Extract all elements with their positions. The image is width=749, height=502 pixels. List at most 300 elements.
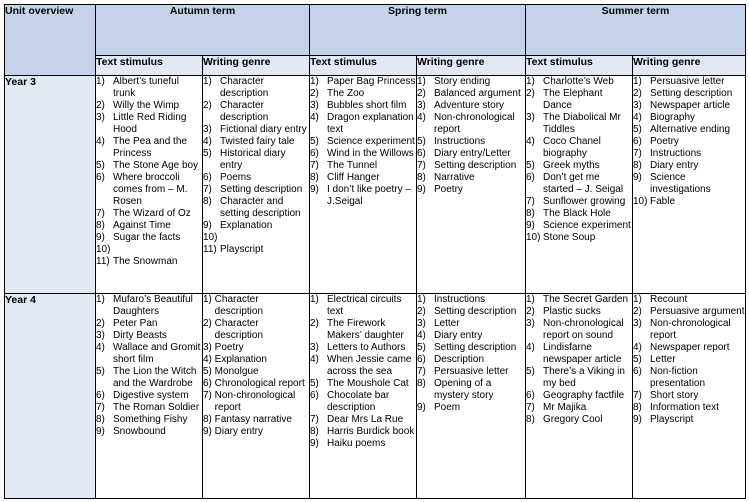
list-item (203, 232, 309, 244)
item-number: 6) (417, 148, 426, 159)
list-item (526, 402, 632, 414)
item-number: 6) (203, 378, 215, 389)
entry-list (96, 294, 202, 438)
spring-writing-genre-heading: Writing genre (417, 56, 526, 76)
list-item (633, 160, 745, 172)
list-item (526, 414, 632, 426)
item-number: 7) (203, 390, 215, 401)
unit-overview-heading: Unit overview (5, 5, 96, 76)
unit-overview-table (4, 4, 746, 499)
list-item (203, 426, 309, 438)
item-number: 7) (417, 366, 426, 377)
year-3-row (5, 76, 746, 294)
item-text: The Pea and the Princess (113, 136, 187, 159)
list-item (203, 220, 309, 232)
item-text: Setting description (650, 88, 733, 99)
summer-term-heading: Summer term (526, 5, 746, 56)
list-item (96, 244, 202, 256)
item-number: 3) (310, 100, 319, 111)
list-item (417, 366, 525, 378)
list-item (310, 88, 416, 100)
item-number: 8) (417, 172, 426, 183)
list-item (203, 378, 309, 390)
item-number: 10) (96, 244, 111, 255)
item-text: Chocolate bar description (327, 390, 390, 413)
list-item (417, 88, 525, 100)
item-number: 8) (417, 378, 426, 389)
year-3-autumn-text-stimulus (96, 76, 203, 294)
item-text: Poetry (650, 136, 679, 147)
item-text: Twisted fairy tale (220, 136, 295, 147)
list-item (310, 342, 416, 354)
item-text: Biography (650, 112, 696, 123)
item-number: 4) (310, 112, 319, 123)
list-item (203, 342, 309, 354)
item-text: The Zoo (327, 88, 365, 99)
item-number: 5) (417, 342, 426, 353)
item-text: Poetry (214, 342, 244, 353)
item-number: 6) (96, 172, 105, 183)
item-text: Balanced argument (434, 88, 521, 99)
list-item (526, 112, 632, 136)
item-number: 2) (203, 318, 215, 329)
list-item (203, 136, 309, 148)
item-text: Fantasy narrative (214, 414, 292, 425)
item-text: Chronological report (214, 378, 305, 389)
item-number: 7) (310, 160, 319, 171)
item-text: Dragon explanation text (327, 112, 414, 135)
item-text: Character and setting description (220, 196, 301, 219)
item-number: 9) (96, 426, 105, 437)
list-item (203, 124, 309, 136)
year-3-spring-text-stimulus (310, 76, 417, 294)
entry-list (203, 76, 309, 256)
item-text: Electrical circuits text (327, 294, 402, 317)
list-item (633, 366, 745, 390)
list-item (310, 184, 416, 208)
list-item (203, 148, 309, 172)
list-item (417, 294, 525, 306)
list-item (310, 438, 416, 450)
year-4-spring-text-stimulus (310, 294, 417, 499)
item-number: 8) (203, 414, 215, 425)
item-text: Willy the Wimp (113, 100, 180, 111)
item-text: Non-fiction presentation (650, 366, 706, 389)
item-text: Greek myths (543, 160, 600, 171)
year-4-autumn-writing-genre (203, 294, 310, 499)
entry-list (526, 76, 632, 244)
item-number: 1) (310, 294, 319, 305)
item-number: 9) (526, 220, 535, 231)
list-item (203, 244, 309, 256)
list-item (633, 148, 745, 160)
item-text: Paper Bag Princess (327, 76, 416, 87)
list-item (526, 318, 632, 342)
item-number: 11) (96, 256, 110, 267)
item-number: 1) (203, 76, 212, 87)
item-number: 7) (526, 402, 535, 413)
item-number: 2) (417, 88, 426, 99)
list-item (96, 232, 202, 244)
list-item (417, 378, 525, 402)
autumn-writing-genre-heading: Writing genre (203, 56, 310, 76)
item-number: 1) (417, 76, 426, 87)
list-item (203, 366, 309, 378)
item-text: Wallace and Gromit short film (113, 342, 201, 365)
list-item (96, 160, 202, 172)
item-number: 8) (310, 172, 319, 183)
item-number: 3) (96, 112, 105, 123)
item-text: Don’t get me started – J. Seigal (543, 172, 624, 195)
item-text: Letter (650, 354, 676, 365)
list-item (526, 220, 632, 232)
item-text: The Black Hole (543, 208, 611, 219)
list-item (417, 354, 525, 366)
item-text: Little Red Riding Hood (113, 112, 187, 135)
item-number: 8) (526, 414, 535, 425)
item-number: 5) (633, 354, 642, 365)
item-text: Geography factfile (543, 390, 625, 401)
item-number: 1) (96, 76, 105, 87)
item-number: 4) (526, 342, 535, 353)
list-item (96, 136, 202, 160)
item-text: Persuasive letter (650, 76, 725, 87)
list-item (526, 306, 632, 318)
item-text: Non-chronological report (434, 112, 515, 135)
year-4-autumn-text-stimulus (96, 294, 203, 499)
list-item (96, 256, 202, 268)
subheader-row (5, 56, 746, 76)
item-number: 7) (203, 184, 212, 195)
item-text: Cliff Hanger (327, 172, 380, 183)
item-text: Description (434, 354, 485, 365)
list-item (633, 196, 745, 208)
list-item (417, 402, 525, 414)
item-text: Mufaro’s Beautiful Daughters (113, 294, 193, 317)
entry-list (633, 76, 745, 208)
item-number: 4) (633, 112, 642, 123)
item-number: 7) (96, 208, 105, 219)
item-number: 2) (310, 88, 319, 99)
item-number: 4) (203, 136, 212, 147)
item-text: Non-chronological report on sound (543, 318, 624, 341)
year-4-row (5, 294, 746, 499)
list-item (96, 330, 202, 342)
list-item (310, 160, 416, 172)
year-4-summer-text-stimulus (526, 294, 633, 499)
item-number: 3) (417, 100, 426, 111)
item-number: 7) (526, 196, 535, 207)
item-text: The Moushole Cat (327, 378, 409, 389)
list-item (633, 136, 745, 148)
item-text: Instructions (650, 148, 702, 159)
item-text: Poetry (434, 184, 463, 195)
list-item (96, 390, 202, 402)
list-item (526, 160, 632, 172)
item-number: 4) (310, 354, 319, 365)
item-number: 1) (417, 294, 426, 305)
item-text: Poems (220, 172, 252, 183)
item-text: The Roman Soldier (113, 402, 200, 413)
list-item (417, 136, 525, 148)
spring-text-stimulus-heading: Text stimulus (310, 56, 417, 76)
item-number: 11) (203, 244, 217, 255)
item-number: 1) (526, 76, 535, 87)
item-number: 4) (526, 136, 535, 147)
item-number: 2) (96, 100, 105, 111)
autumn-term-heading: Autumn term (96, 5, 310, 56)
list-item (203, 354, 309, 366)
list-item (633, 306, 745, 318)
list-item (203, 414, 309, 426)
list-item (310, 76, 416, 88)
item-number: 3) (633, 318, 642, 329)
item-number: 7) (310, 414, 319, 425)
list-item (633, 318, 745, 342)
item-text: Lindisfarne newspaper article (543, 342, 622, 365)
item-text: The Stone Age boy (113, 160, 199, 171)
item-number: 5) (96, 366, 105, 377)
item-text: Snowbound (113, 426, 166, 437)
item-text: Persuasive argument (650, 306, 745, 317)
list-item (633, 172, 745, 196)
item-text: Peter Pan (113, 318, 158, 329)
year-3-spring-writing-genre (417, 76, 526, 294)
list-item (310, 100, 416, 112)
item-text: The Diabolical Mr Tiddles (543, 112, 621, 135)
item-number: 6) (96, 390, 105, 401)
list-item (203, 318, 309, 342)
entry-list (417, 76, 525, 196)
list-item (633, 414, 745, 426)
item-text: Monolgue (214, 366, 259, 377)
list-item (417, 172, 525, 184)
item-number: 3) (417, 318, 426, 329)
list-item (96, 426, 202, 438)
item-number: 7) (417, 160, 426, 171)
list-item (417, 100, 525, 112)
item-number: 10) (633, 196, 648, 207)
item-text: Character description (220, 100, 269, 123)
list-item (526, 366, 632, 390)
list-item (417, 306, 525, 318)
item-number: 8) (203, 196, 212, 207)
item-text: The Tunnel (327, 160, 378, 171)
item-text: The Wizard of Oz (113, 208, 191, 219)
list-item (417, 76, 525, 88)
item-number: 10) (203, 232, 218, 243)
list-item (310, 390, 416, 414)
list-item (310, 148, 416, 160)
item-number: 5) (310, 136, 319, 147)
item-text: Newspaper report (650, 342, 730, 353)
item-number: 9) (310, 438, 319, 449)
list-item (96, 220, 202, 232)
list-item (310, 426, 416, 438)
list-item (310, 172, 416, 184)
item-text: Explanation (220, 220, 273, 231)
item-text: Bubbles short film (327, 100, 407, 111)
item-text: Letters to Authors (327, 342, 406, 353)
item-number: 2) (203, 100, 212, 111)
item-number: 8) (96, 220, 105, 231)
item-number: 5) (310, 378, 319, 389)
item-number: 9) (203, 426, 215, 437)
item-number: 2) (633, 88, 642, 99)
item-number: 3) (633, 100, 642, 111)
list-item (633, 342, 745, 354)
item-text: The Secret Garden (543, 294, 629, 305)
item-number: 10) (526, 232, 541, 243)
item-text: Playscript (650, 414, 694, 425)
item-number: 3) (203, 342, 215, 353)
item-text: Explanation (214, 354, 267, 365)
item-number: 3) (526, 112, 535, 123)
entry-list (203, 294, 309, 438)
list-item (417, 112, 525, 136)
item-text: The Lion the Witch and the Wardrobe (113, 366, 197, 389)
item-number: 1) (633, 76, 642, 87)
item-number: 9) (633, 172, 642, 183)
item-number: 5) (96, 160, 105, 171)
list-item (310, 318, 416, 342)
item-text: Non-chronological report (650, 318, 731, 341)
list-item (526, 294, 632, 306)
item-number: 1) (96, 294, 105, 305)
item-text: Diary entry (214, 426, 264, 437)
list-item (96, 172, 202, 208)
item-text: Playscript (220, 244, 264, 255)
item-number: 5) (526, 366, 535, 377)
item-text: Character description (220, 76, 269, 99)
item-text: Sugar the facts (113, 232, 181, 243)
list-item (310, 136, 416, 148)
item-text: Story ending (434, 76, 491, 87)
list-item (310, 354, 416, 378)
item-number: 5) (203, 366, 215, 377)
list-item (526, 342, 632, 366)
list-item (96, 76, 202, 100)
item-text: Diary entry (434, 330, 483, 341)
list-item (417, 160, 525, 172)
entry-list (310, 76, 416, 208)
item-text: Setting description (220, 184, 303, 195)
term-header-row (5, 5, 746, 56)
item-text: Dear Mrs La Rue (327, 414, 404, 425)
item-text: Wind in the Willows (327, 148, 414, 159)
item-number: 6) (417, 354, 426, 365)
year-3-summer-text-stimulus (526, 76, 633, 294)
list-item (96, 318, 202, 330)
item-text: There’s a Viking in my bed (543, 366, 625, 389)
summer-writing-genre-heading: Writing genre (633, 56, 746, 76)
list-item (203, 390, 309, 414)
item-text: Narrative (434, 172, 475, 183)
item-text: I don’t like poetry – J.Seigal (327, 184, 411, 207)
year-3-autumn-writing-genre (203, 76, 310, 294)
item-number: 6) (633, 136, 642, 147)
item-number: 2) (526, 88, 535, 99)
spring-term-heading: Spring term (310, 5, 526, 56)
item-text: Non-chronological report (214, 390, 296, 413)
list-item (633, 100, 745, 112)
year-4-label: Year 4 (5, 294, 96, 499)
item-number: 2) (417, 306, 426, 317)
item-number: 5) (417, 136, 426, 147)
item-number: 9) (417, 184, 426, 195)
item-number: 3) (96, 330, 105, 341)
item-number: 5) (633, 124, 642, 135)
list-item (203, 172, 309, 184)
item-text: Science investigations (650, 172, 711, 195)
item-text: Newspaper article (650, 100, 731, 111)
item-text: Recount (650, 294, 688, 305)
item-text: Alternative ending (650, 124, 731, 135)
list-item (417, 148, 525, 160)
list-item (203, 184, 309, 196)
item-number: 9) (96, 232, 105, 243)
list-item (417, 342, 525, 354)
list-item (633, 390, 745, 402)
item-text: Short story (650, 390, 699, 401)
item-number: 1) (633, 294, 642, 305)
year-4-spring-writing-genre (417, 294, 526, 499)
item-number: 6) (310, 148, 319, 159)
item-text: Against Time (113, 220, 171, 231)
item-number: 4) (633, 342, 642, 353)
item-text: Harris Burdick book (327, 426, 415, 437)
item-number: 5) (203, 148, 212, 159)
item-text: Persuasive letter (434, 366, 509, 377)
item-text: Character description (214, 318, 264, 341)
item-text: Charlotte’s Web (543, 76, 614, 87)
item-text: Science experiment (327, 136, 415, 147)
item-number: 7) (633, 390, 642, 401)
item-text: Where broccoli comes from – M. Rosen (113, 172, 188, 207)
item-text: Diary entry (650, 160, 699, 171)
item-text: Sunflower growing (543, 196, 626, 207)
item-text: Coco Chanel biography (543, 136, 601, 159)
item-text: Information text (650, 402, 719, 413)
list-item (417, 184, 525, 196)
autumn-text-stimulus-heading: Text stimulus (96, 56, 203, 76)
list-item (526, 208, 632, 220)
item-number: 4) (417, 330, 426, 341)
year-4-summer-writing-genre (633, 294, 746, 499)
list-item (203, 100, 309, 124)
item-number: 4) (417, 112, 426, 123)
item-number: 7) (633, 148, 642, 159)
item-text: Albert’s tuneful trunk (113, 76, 179, 99)
entry-list (633, 294, 745, 426)
list-item (633, 124, 745, 136)
list-item (417, 330, 525, 342)
list-item (526, 76, 632, 88)
item-number: 2) (96, 318, 105, 329)
item-text: Setting description (434, 306, 517, 317)
list-item (96, 208, 202, 220)
item-text (220, 232, 309, 244)
list-item (96, 294, 202, 318)
item-text: Instructions (434, 136, 486, 147)
item-text: The Elephant Dance (543, 88, 603, 111)
item-number: 9) (310, 184, 319, 195)
item-number: 8) (526, 208, 535, 219)
list-item (203, 76, 309, 100)
item-number: 9) (203, 220, 212, 231)
item-number: 4) (96, 342, 105, 353)
list-item (526, 172, 632, 196)
